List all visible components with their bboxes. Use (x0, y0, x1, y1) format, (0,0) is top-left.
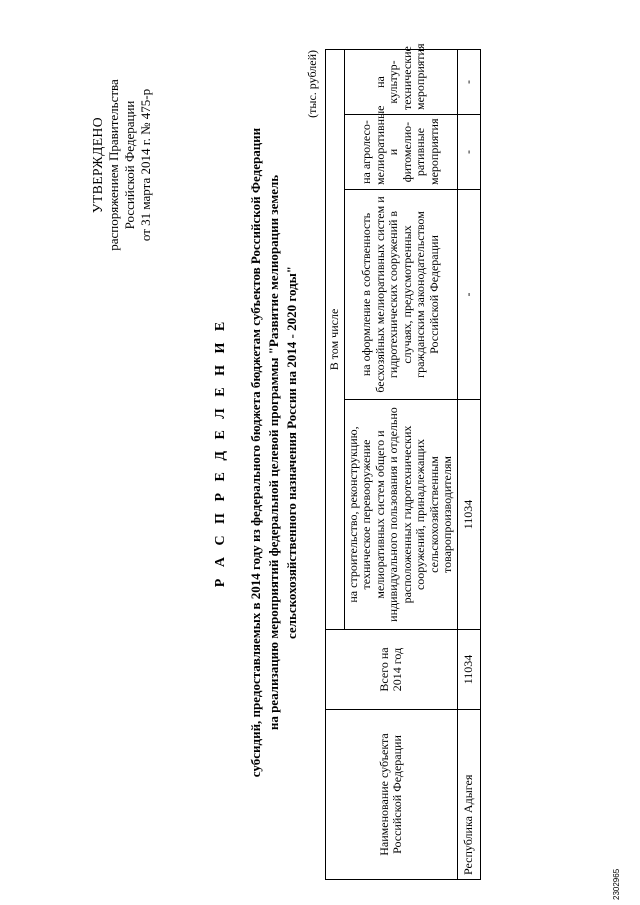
cell-ownership: - (457, 190, 480, 400)
header-agroforestry: на агролесо-мелиоративные и фитомелио-ративные мероприятия (344, 115, 457, 190)
document-code: 2302965 (612, 868, 621, 900)
approval-line: Российской Федерации (122, 100, 137, 230)
approval-line: от 31 марта 2014 г. № 475-р (138, 88, 153, 242)
header-name: Наименование субъекта Российской Федерации (326, 710, 458, 880)
subtitle-line: субсидий, предоставляемых в 2014 году из федерального бюджета бюджетам субъектов Российской Федерации (248, 127, 263, 778)
header-cultural: на культур-технические мероприятия (344, 50, 457, 115)
subtitle-line: сельскохозяйственного назначения России на 2014 - 2020 годы" (284, 265, 299, 640)
units-label: (тыс. рублей) (305, 50, 319, 118)
cell-cultural: - (457, 50, 480, 115)
header-total: Всего на 2014 год (326, 630, 458, 710)
header-row (326, 50, 345, 880)
cell-total: 11034 (457, 630, 480, 710)
table-row (457, 50, 480, 880)
subsidy-table (325, 43, 481, 880)
header-construction: на строительство, реконструкцию, техническое перевооружение мелиоративных систем общего и индивидуального пользования и отдельно расположенных гидротехнических сооружений, принадлежащих сельскохозяйственным товаропроизводителям (344, 400, 457, 630)
cell-agroforestry: - (457, 115, 480, 190)
approval-header: УТВЕРЖДЕНО (90, 116, 105, 214)
cell-construction: 11034 (457, 400, 480, 630)
header-ownership: на оформление в собственность бесхозяйных мелиоративных систем и гидротехнических сооружений в случаях, предусмотренных гражданским законодательством Российской Федерации (344, 190, 457, 400)
subtitle-line: на реализацию мероприятий федеральной целевой программы "Развитие мелиорации земель (266, 174, 281, 731)
document-title: Р А С П Р Е Д Е Л Е Н И Е (213, 317, 228, 588)
header-group: В том числе (326, 50, 345, 630)
region-name: Республика Адыгея (457, 710, 480, 880)
approval-block (90, 45, 154, 285)
approval-line: распоряжением Правительства (106, 79, 121, 251)
